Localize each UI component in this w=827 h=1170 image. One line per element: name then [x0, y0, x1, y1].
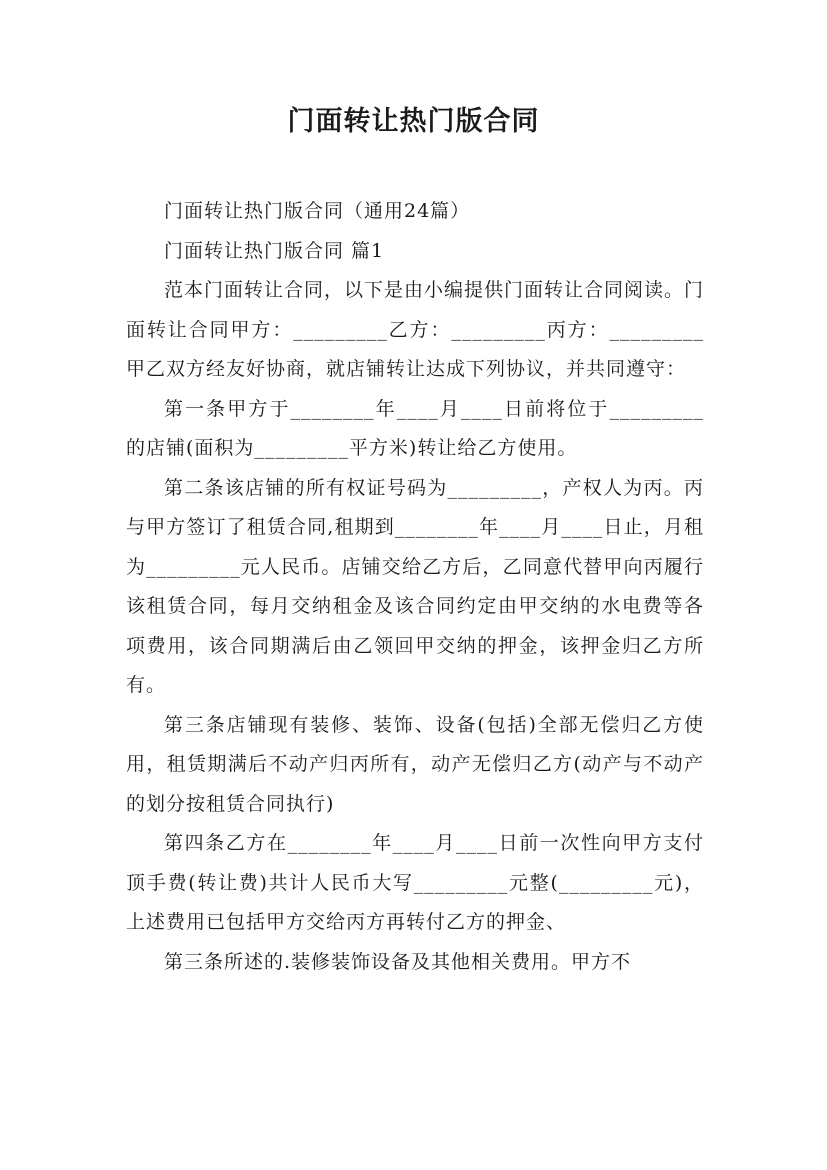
article-1-paragraph: 第一条甲方于________年____月____日前将位于_________的店铺(面积为_________平方米)转让给乙方使用。 — [126, 397, 704, 459]
document-body — [126, 192, 704, 982]
article-3-paragraph: 第三条店铺现有装修、装饰、设备(包括)全部无偿归乙方使用，租赁期满后不动产归丙所有，动产无偿归乙方(动产与不动产的划分按租赁合同执行) — [126, 713, 704, 815]
article-2-paragraph: 第二条该店铺的所有权证号码为_________，产权人为丙。丙与甲方签订了租赁合同,租期到________年____月____日止，月租为_________元人民币。店铺交给乙方后，乙同意代替甲向丙履行该租赁合同，每月交纳租金及该合同约定由甲交纳的水电费等各项费用，该合同期满后由乙领回甲交纳的押金，该押金归乙方所有。 — [126, 476, 704, 696]
article-4-paragraph: 第四条乙方在________年____月____日前一次性向甲方支付顶手费(转让费)共计人民币大写_________元整(_________元)，上述费用已包括甲方交给丙方再转付乙方的押金、 — [126, 832, 704, 933]
continuation-paragraph: 第三条所述的.装修装饰设备及其他相关费用。甲方不 — [164, 950, 632, 973]
document-title: 门面转让热门版合同 — [287, 106, 540, 137]
subtitle-line: 门面转让热门版合同（通用24篇） — [164, 200, 471, 222]
section-heading: 门面转让热门版合同 篇1 — [164, 239, 385, 262]
intro-paragraph: 范本门面转让合同，以下是由小编提供门面转让合同阅读。门面转让合同甲方：_________乙方：_________丙方：_________甲乙双方经友好协商，就店铺转让达成下列协议，并共同遵守： — [126, 279, 705, 380]
